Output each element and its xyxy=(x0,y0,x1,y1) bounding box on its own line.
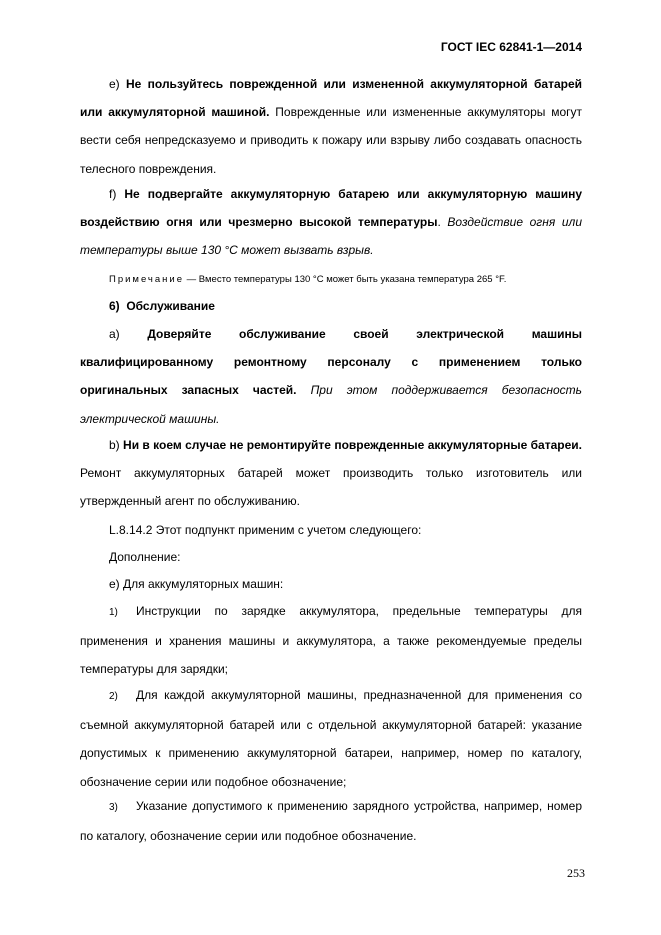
paragraph-e xyxy=(80,70,582,183)
item-e-heading: е) Для аккумуляторных машин: xyxy=(109,577,284,591)
paragraph-f-warning: Не подвергайте аккумуляторную батарею или аккумуляторную машину воздействию огня или чрезмерно высокой температуры xyxy=(80,187,582,230)
list-item-1-number: 1) xyxy=(109,607,118,618)
addition-label: Дополнение: xyxy=(109,550,181,564)
paragraph-b-marker: b) xyxy=(109,438,120,452)
paragraph-f-marker: f) xyxy=(109,187,117,201)
clause-l-8-14-2: L.8.14.2 Этот подпункт применим с учетом следующего: xyxy=(109,523,422,537)
list-item-2 xyxy=(80,681,582,796)
paragraph-a xyxy=(80,320,582,433)
list-item-1 xyxy=(80,597,582,684)
paragraph-a-marker: a) xyxy=(109,327,120,341)
list-item-2-number: 2) xyxy=(109,691,118,702)
paragraph-b-warning: Ни в коем случае не ремонтируйте поврежденные аккумуляторные батареи. xyxy=(123,438,583,452)
paragraph-a-explanation: При этом поддерживается безопасность электрической машины. xyxy=(80,383,582,426)
standard-id-header: ГОСТ IEC 62841-1—2014 xyxy=(440,40,582,54)
note xyxy=(109,273,582,287)
paragraph-b xyxy=(80,431,582,516)
section-6-title: Обслуживание xyxy=(126,299,215,313)
section-6-number: 6) xyxy=(109,299,120,313)
note-text: — Вместо температуры 130 °С может быть указана температура 265 °F. xyxy=(184,274,507,285)
paragraph-e-text: Поврежденные или измененные аккумуляторы могут вести себя непредсказуемо и приводить к пожару или взрыву либо создавать опасность телесного повреждения. xyxy=(80,105,583,176)
list-item-3-text: Указание допустимого к применению зарядного устройства, например, номер по каталогу, обозначение серии или подобное обозначение. xyxy=(80,799,582,844)
paragraph-f-explanation: Воздействие огня или температуры выше 130 °С может вызвать взрыв. xyxy=(80,215,582,258)
paragraph-e-warning: Не пользуйтесь поврежденной или измененной аккумуляторной батарей или аккумуляторной машиной. xyxy=(80,77,582,120)
section-6-heading xyxy=(80,292,582,320)
list-item-1-text: Инструкции по зарядке аккумулятора, предельные температуры для применения и хранения машины и аккумулятора, а также рекомендуемые пределы температуры для зарядки; xyxy=(80,604,582,677)
list-item-3 xyxy=(80,792,582,850)
list-item-2-text: Для каждой аккумуляторной машины, предназначенной для применения со съемной аккумуляторной батарей или с отдельной аккумуляторной батарей: указание допустимых к применению аккумуляторной батареи, например, номер по каталогу, обозначение серии или подобное обозначение; xyxy=(80,688,582,789)
paragraph-a-warning: Доверяйте обслуживание своей электрической машины квалифицированному ремонтному персоналу с применением только оригинальных запасных частей. xyxy=(80,327,582,398)
paragraph-b-text: Ремонт аккумуляторных батарей может производить только изготовитель или утвержденный агент по обслуживанию. xyxy=(80,466,582,509)
paragraph-f-separator: . xyxy=(437,215,448,230)
list-item-3-number: 3) xyxy=(109,802,118,813)
paragraph-f xyxy=(80,180,582,265)
page-number: 253 xyxy=(567,866,585,880)
note-label: Примечание xyxy=(109,274,184,285)
paragraph-e-marker: е) xyxy=(109,77,120,91)
